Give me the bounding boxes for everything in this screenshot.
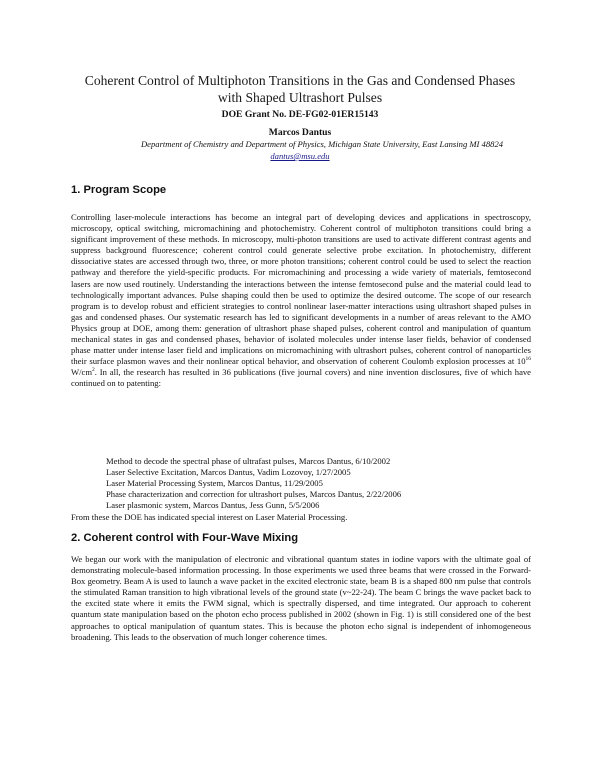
grant-number: DOE Grant No. DE-FG02-01ER15143	[221, 109, 379, 120]
paper-title	[60, 72, 540, 106]
section-1-heading: 1. Program Scope	[71, 184, 167, 196]
exponent-16: 16	[525, 356, 531, 363]
section-1-text-units: W/cm	[71, 367, 92, 378]
section-1-text-end: . In all, the research has resulted in 36 publications (five journal covers) and nine invention disclosures, five of which have continued on to patenting:	[71, 367, 531, 389]
author-email-link[interactable]: dantus@msu.edu	[270, 151, 330, 161]
section-1-text-main: Controlling laser-molecule interactions has become an integral part of developing devices and applications in spectroscopy, microscopy, optical switching, micromachining and photochemistry. Coherent control of multiphoton transitions could bring a significant improvement of these methods. In microscopy, multi-photon transitions are used to activate different contrast agents and suppress background fluorescence; coherent control could generate selective probe excitation. In photochemistry, different dissociative states are accessed through two, three, or more photon transitions; coherent control could be used to select the reaction pathway and therefore the yield-specific products. For micromachining and processing a wide variety of materials, femtosecond lasers are now used routinely. Understanding the interactions between the intense femtosecond pulse and the material could lead to technologically important advances. Pulse shaping could then be used to optimize the desired outcome. The scope of our research program is to develop robust and efficient strategies to control nonlinear laser-matter interactions using ultrashort shaped pulses in gas and condensed phases. Our systematic research has led to significant developments in a number of areas relevant to the AMO Physics group at DOE, among them: generation of ultrashort phase shaped pulses, coherent control and manipulation of quantum mechanical states in gas and condensed phases, behavior of isolated molecules under intense laser fields, behavior of condensed phase matter under intense laser field and implications on micromachining with ultrashort pulses, coherent control of nanoparticles their surface plasmon waves and their nonlinear optical behavior, and observation of coherent Coulomb explosion processes at 10	[71, 212, 531, 367]
section-1-paragraph	[71, 212, 531, 390]
list-item: Laser plasmonic system, Marcos Dantus, Jess Gunn, 5/5/2006	[106, 500, 320, 511]
list-item: Laser Selective Excitation, Marcos Dantus, Vadim Lozovoy, 1/27/2005	[106, 467, 351, 478]
list-item: Laser Material Processing System, Marcos Dantus, 11/29/2005	[106, 478, 323, 489]
exponent-2: 2	[92, 367, 95, 374]
title-line-2: with Shaped Ultrashort Pulses	[217, 90, 383, 105]
author-name: Marcos Dantus	[268, 127, 332, 138]
title-line-1: Coherent Control of Multiphoton Transitions in the Gas and Condensed Phases	[84, 73, 516, 88]
list-item: Phase characterization and correction for ultrashort pulses, Marcos Dantus, 2/22/2006	[106, 489, 402, 500]
list-item: Method to decode the spectral phase of ultrafast pulses, Marcos Dantus, 6/10/2002	[106, 456, 391, 466]
section-2-paragraph: We began our work with the manipulation of electronic and vibrational quantum states in iodine vapors with the ultimate goal of demonstrating molecule-based information processing. In those experiments we used three beams that were crossed in the Forward-Box geometry. Beam A is used to launch a wave packet in the excited electronic state, beam B is a shaped 800 nm pulse that controls the stimulated Raman transition to high vibrational levels of the ground state (v~22-24). The beam C brings the wave packet back to the excited state where it emits the FWM signal, which is spectrally dispersed, and time integrated. Our approach to coherent quantum state manipulation based on the photon echo process published in 2002 (shown in Fig. 1) is still considered one of the best approaches to optical manipulation of quantum states. This is because the photon echo signal is independent of inhomogeneous broadening. This leads to the observation of much longer coherence times.	[71, 554, 531, 642]
patent-followup-text: From these the DOE has indicated special interest on Laser Material Processing.	[71, 512, 348, 522]
patent-list	[106, 456, 401, 511]
section-2-heading: 2. Coherent control with Four-Wave Mixing	[71, 532, 299, 544]
author-affiliation: Department of Chemistry and Department of Physics, Michigan State University, East Lansing MI 48824	[140, 139, 504, 149]
